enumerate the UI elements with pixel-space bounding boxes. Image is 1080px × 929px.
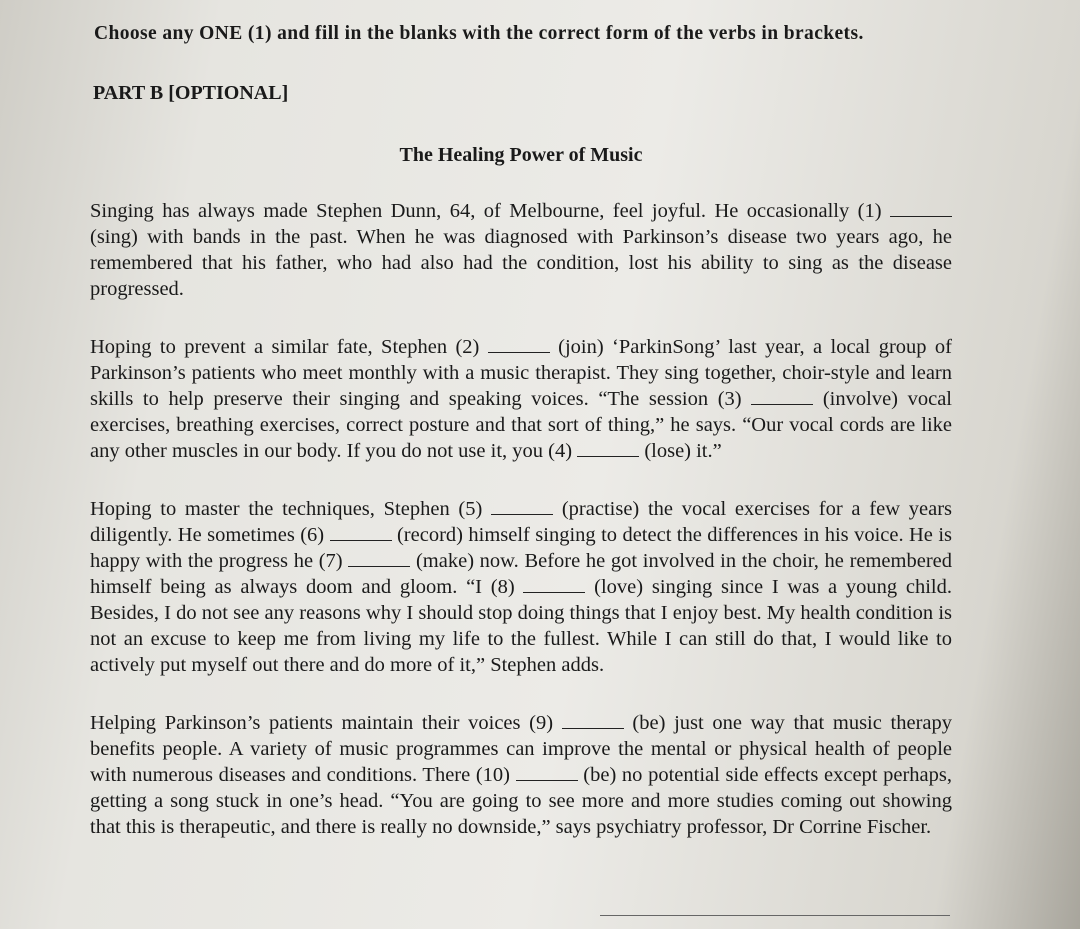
blank-6 — [330, 526, 392, 541]
paragraph-3-text-b: (practise) the vocal exercises for a few years diligently. He sometimes (6) — [90, 498, 952, 546]
paragraph-4-text-a: Helping Parkinson’s patients maintain their voices (9) — [90, 712, 554, 734]
blank-10 — [516, 766, 578, 781]
paragraph-3-text-d: (make) now. Before he got involved in the choir, he remembered himself being as always doom and gloom. “I (8) — [90, 550, 953, 598]
paragraph-1-text-b: (sing) with bands in the past. When he was diagnosed with Parkinson’s disease two years ago, he remembered that his father, who had also had the condition, lost his ability to sing as the disease progressed. — [90, 226, 952, 300]
blank-3 — [751, 390, 813, 405]
blank-4 — [577, 442, 639, 457]
blank-7 — [348, 552, 410, 567]
paragraph-2-text-a: Hoping to prevent a similar fate, Stephen (2) — [90, 336, 480, 358]
blank-8 — [523, 578, 585, 593]
blank-1 — [890, 202, 952, 217]
paragraph-3-text-e: (love) singing since I was a young child. Besides, I do not see any reasons why I should stop doing things that I enjoy best. My health condition is not an excuse to keep me from living my life to the fullest. While I can still do that, I would like to actively put myself out there and do more of it,” Stephen adds. — [90, 576, 952, 676]
paragraph-2 — [90, 334, 952, 464]
paragraph-3-text-a: Hoping to master the techniques, Stephen (5) — [90, 498, 483, 520]
part-heading: PART B [OPTIONAL] — [93, 82, 289, 104]
bottom-rule — [600, 915, 950, 916]
instruction-text: Choose any ONE (1) and fill in the blanks with the correct form of the verbs in brackets. — [94, 23, 864, 44]
paragraph-4-text-b: (be) just one way that music therapy benefits people. A variety of music programmes can improve the mental or physical health of people with numerous diseases and conditions. There (10) — [90, 712, 952, 786]
paragraph-2-text-c: (involve) vocal exercises, breathing exercises, correct posture and that sort of thing,” he says. “Our vocal cords are like any other muscles in our body. If you do not use it, you (4) — [90, 388, 953, 462]
paragraph-3-text-c: (record) himself singing to detect the differences in his voice. He is happy with the progress he (7) — [90, 524, 952, 572]
worksheet-page — [90, 22, 952, 840]
paragraph-1 — [90, 198, 952, 302]
paragraph-4-text-c: (be) no potential side effects except perhaps, getting a song stuck in one’s head. “You are going to see more and more studies coming out showing that this is therapeutic, and there is really no downside,” says psychiatry professor, Dr Corrine Fischer. — [90, 764, 952, 838]
passage-title: The Healing Power of Music — [399, 144, 643, 166]
blank-2 — [488, 338, 550, 353]
blank-5 — [491, 500, 553, 515]
paragraph-2-text-d: (lose) it.” — [644, 440, 722, 462]
paragraph-2-text-b: (join) ‘ParkinSong’ last year, a local group of Parkinson’s patients who meet monthly with a music therapist. They sing together, choir-style and learn skills to help preserve their singing and speaking voices. “The session (3) — [90, 336, 952, 410]
paragraph-1-text-a: Singing has always made Stephen Dunn, 64, of Melbourne, feel joyful. He occasionally (1) — [90, 200, 882, 222]
paragraph-3 — [90, 496, 952, 678]
paragraph-4 — [90, 710, 952, 840]
blank-9 — [562, 714, 624, 729]
